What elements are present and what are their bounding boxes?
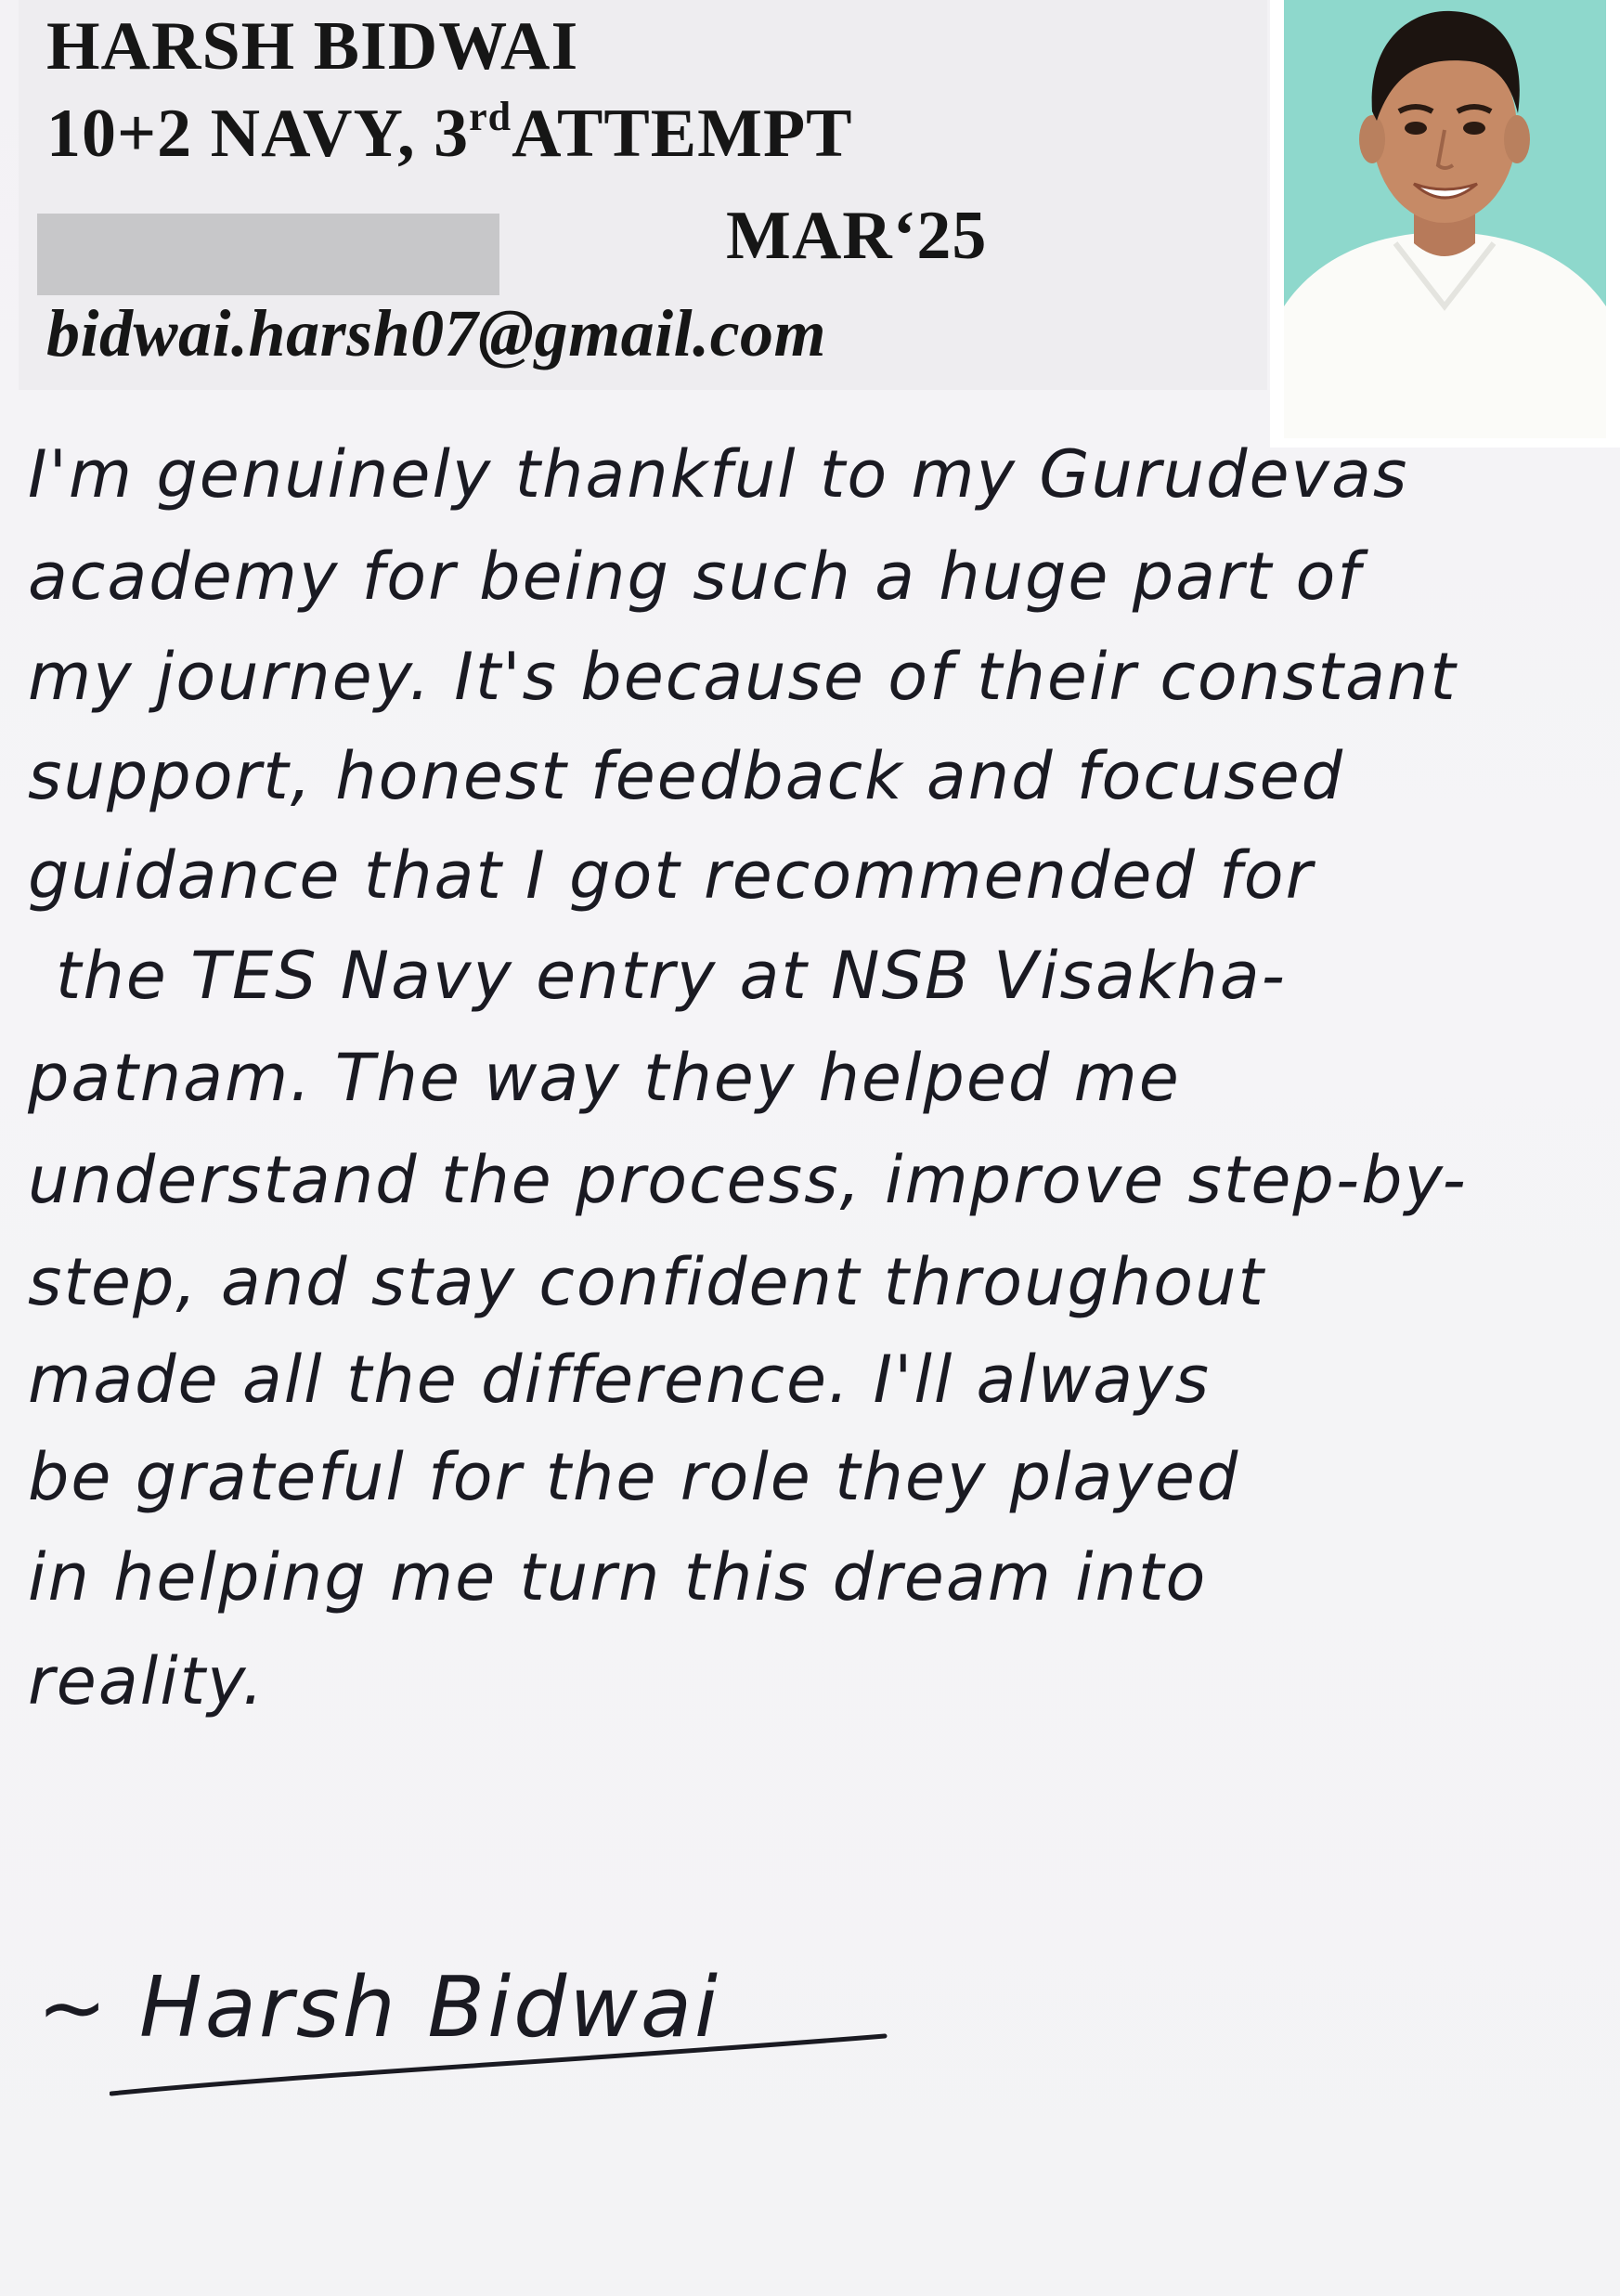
email-address: bidwai.harsh07@gmail.com [46,296,827,370]
letter-line: patnam. The way they helped me [28,1040,1181,1116]
result-date: MAR‘25 [726,198,988,274]
letter-line: made all the difference. I'll always [28,1342,1211,1418]
letter-line: support, honest feedback and focused [28,738,1345,814]
portrait-image [1284,0,1606,438]
letter-line: I'm genuinely thankful to my Gurudevas [28,436,1409,512]
handwritten-letter [0,399,1620,1885]
entry-prefix: 10+2 NAVY, 3 [46,96,470,172]
signature-underline [110,2029,889,2103]
entry-attempt [46,93,853,174]
signature: ~ Harsh Bidwai [37,1959,721,2056]
letter-line: reality. [28,1643,266,1719]
entry-suffix: ATTEMPT [512,96,853,172]
candidate-photo [1270,0,1620,448]
entry-superscript: rd [469,94,512,139]
letter-line: academy for being such a huge part of [28,538,1362,615]
header-card [19,0,1267,390]
candidate-name: HARSH BIDWAI [46,8,579,84]
letter-line: my journey. It's because of their constant [28,639,1458,715]
letter-line: guidance that I got recommended for [28,837,1315,914]
letter-line: in helping me turn this dream into [28,1539,1208,1615]
letter-line: understand the process, improve step-by- [28,1142,1468,1218]
redacted-block [37,214,499,295]
letter-line: step, and stay confident throughout [28,1244,1265,1320]
letter-line: be grateful for the role they played [28,1439,1240,1515]
letter-line: the TES Navy entry at NSB Visakha- [56,938,1287,1014]
